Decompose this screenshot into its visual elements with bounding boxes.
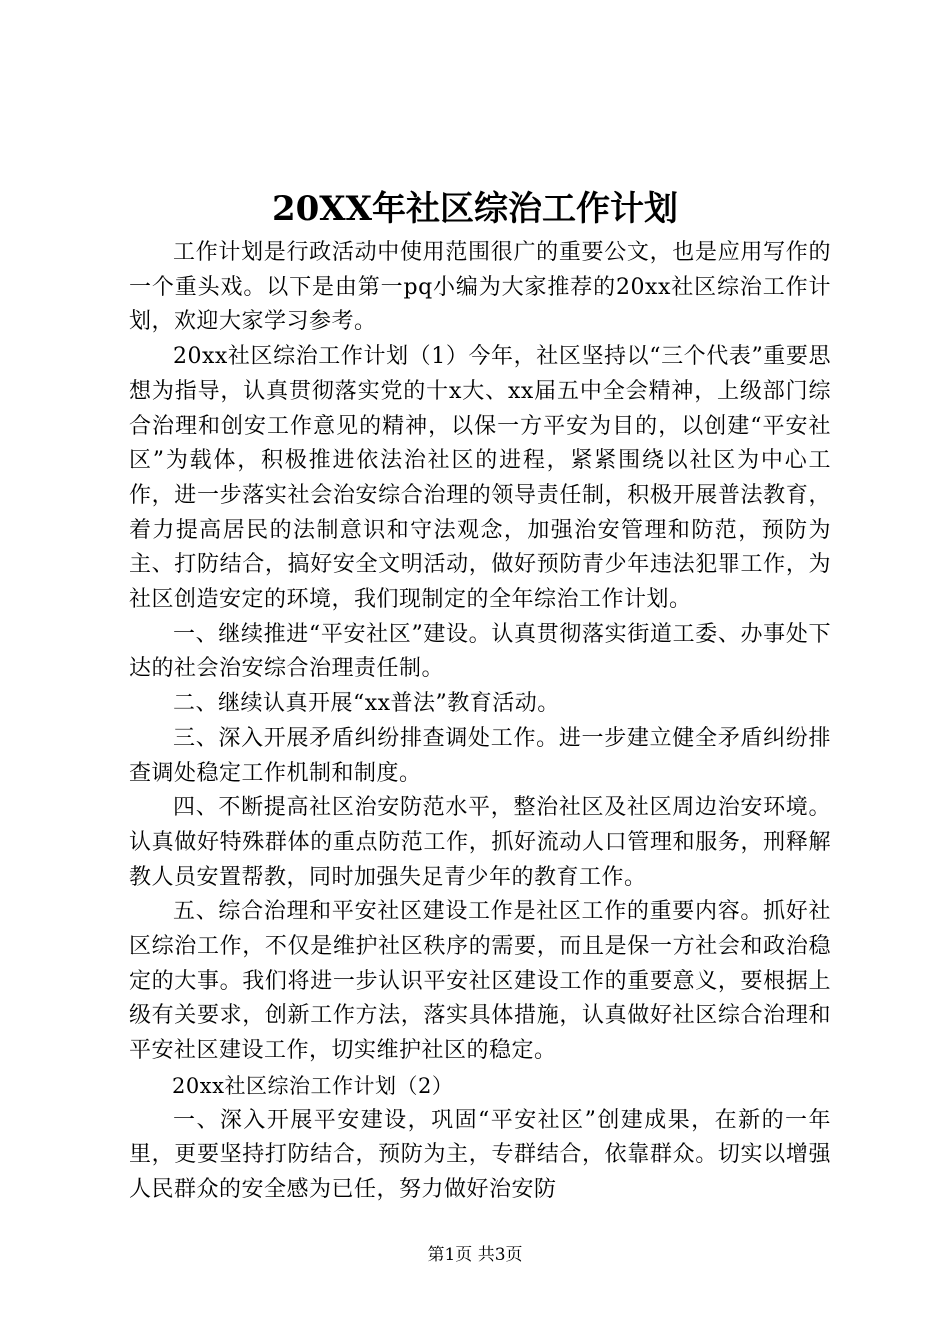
paragraph-item-2: 二、继续认真开展“xx普法”教育活动。	[173, 691, 560, 717]
paragraph-plan-1: 20xx社区综治工作计划（1）今年，社区坚持以“三个代表”重要思想为指导，认真贯彻落实党的十x大、xx届五中全会精神，上级部门综合治理和创安工作意见的精神，以保一方平安为目的，以创建“平安社区”为载体，积极推进依法治社区的进程，紧紧围绕以社区为中心工作，进一步落实社会治安综合治理的领导责任制，积极开展普法教育，着力提高居民的法制意识和守法观念，加强治安管理和防范，预防为主、打防结合，搞好安全文明活动，做好预防青少年违法犯罪工作，为社区创造安定的环境，我们现制定的全年综治工作计划。	[129, 344, 831, 613]
section-heading-plan-2: 20xx社区综治工作计划（2）	[172, 1073, 454, 1098]
document-title: 20XX年社区综治工作计划	[271, 189, 679, 229]
paragraph-item-4: 四、不断提高社区治安防范水平，整治社区及社区周边治安环境。认真做好特殊群体的重点防范工作，抓好流动人口管理和服务，刑释解教人员安置帮教，同时加强失足青少年的教育工作。	[129, 795, 831, 890]
paragraph-intro: 工作计划是行政活动中使用范围很广的重要公文，也是应用写作的一个重头戏。以下是由第一pq小编为大家推荐的20xx社区综治工作计划，欢迎大家学习参考。	[129, 240, 831, 335]
paragraph-plan-2-item-1: 一、深入开展平安建设，巩固“平安社区”创建成果，在新的一年里，更要坚持打防结合，预防为主，专群结合，依靠群众。切实以增强人民群众的安全感为已任，努力做好治安防	[129, 1107, 831, 1202]
document-body	[129, 236, 831, 1208]
paragraph-item-1: 一、继续推进“平安社区”建设。认真贯彻落实街道工委、办事处下达的社会治安综合治理责任制。	[129, 621, 831, 682]
page-footer: 第1页 共3页	[427, 1245, 523, 1265]
paragraph-item-3: 三、深入开展矛盾纠纷排查调处工作。进一步建立健全矛盾纠纷排查调处稳定工作机制和制度。	[129, 725, 831, 786]
paragraph-item-5: 五、综合治理和平安社区建设工作是社区工作的重要内容。抓好社区综治工作，不仅是维护社区秩序的需要，而且是保一方社会和政治稳定的大事。我们将进一步认识平安社区建设工作的重要意义，要根据上级有关要求，创新工作方法，落实具体措施，认真做好社区综合治理和平安社区建设工作，切实维护社区的稳定。	[129, 899, 831, 1064]
